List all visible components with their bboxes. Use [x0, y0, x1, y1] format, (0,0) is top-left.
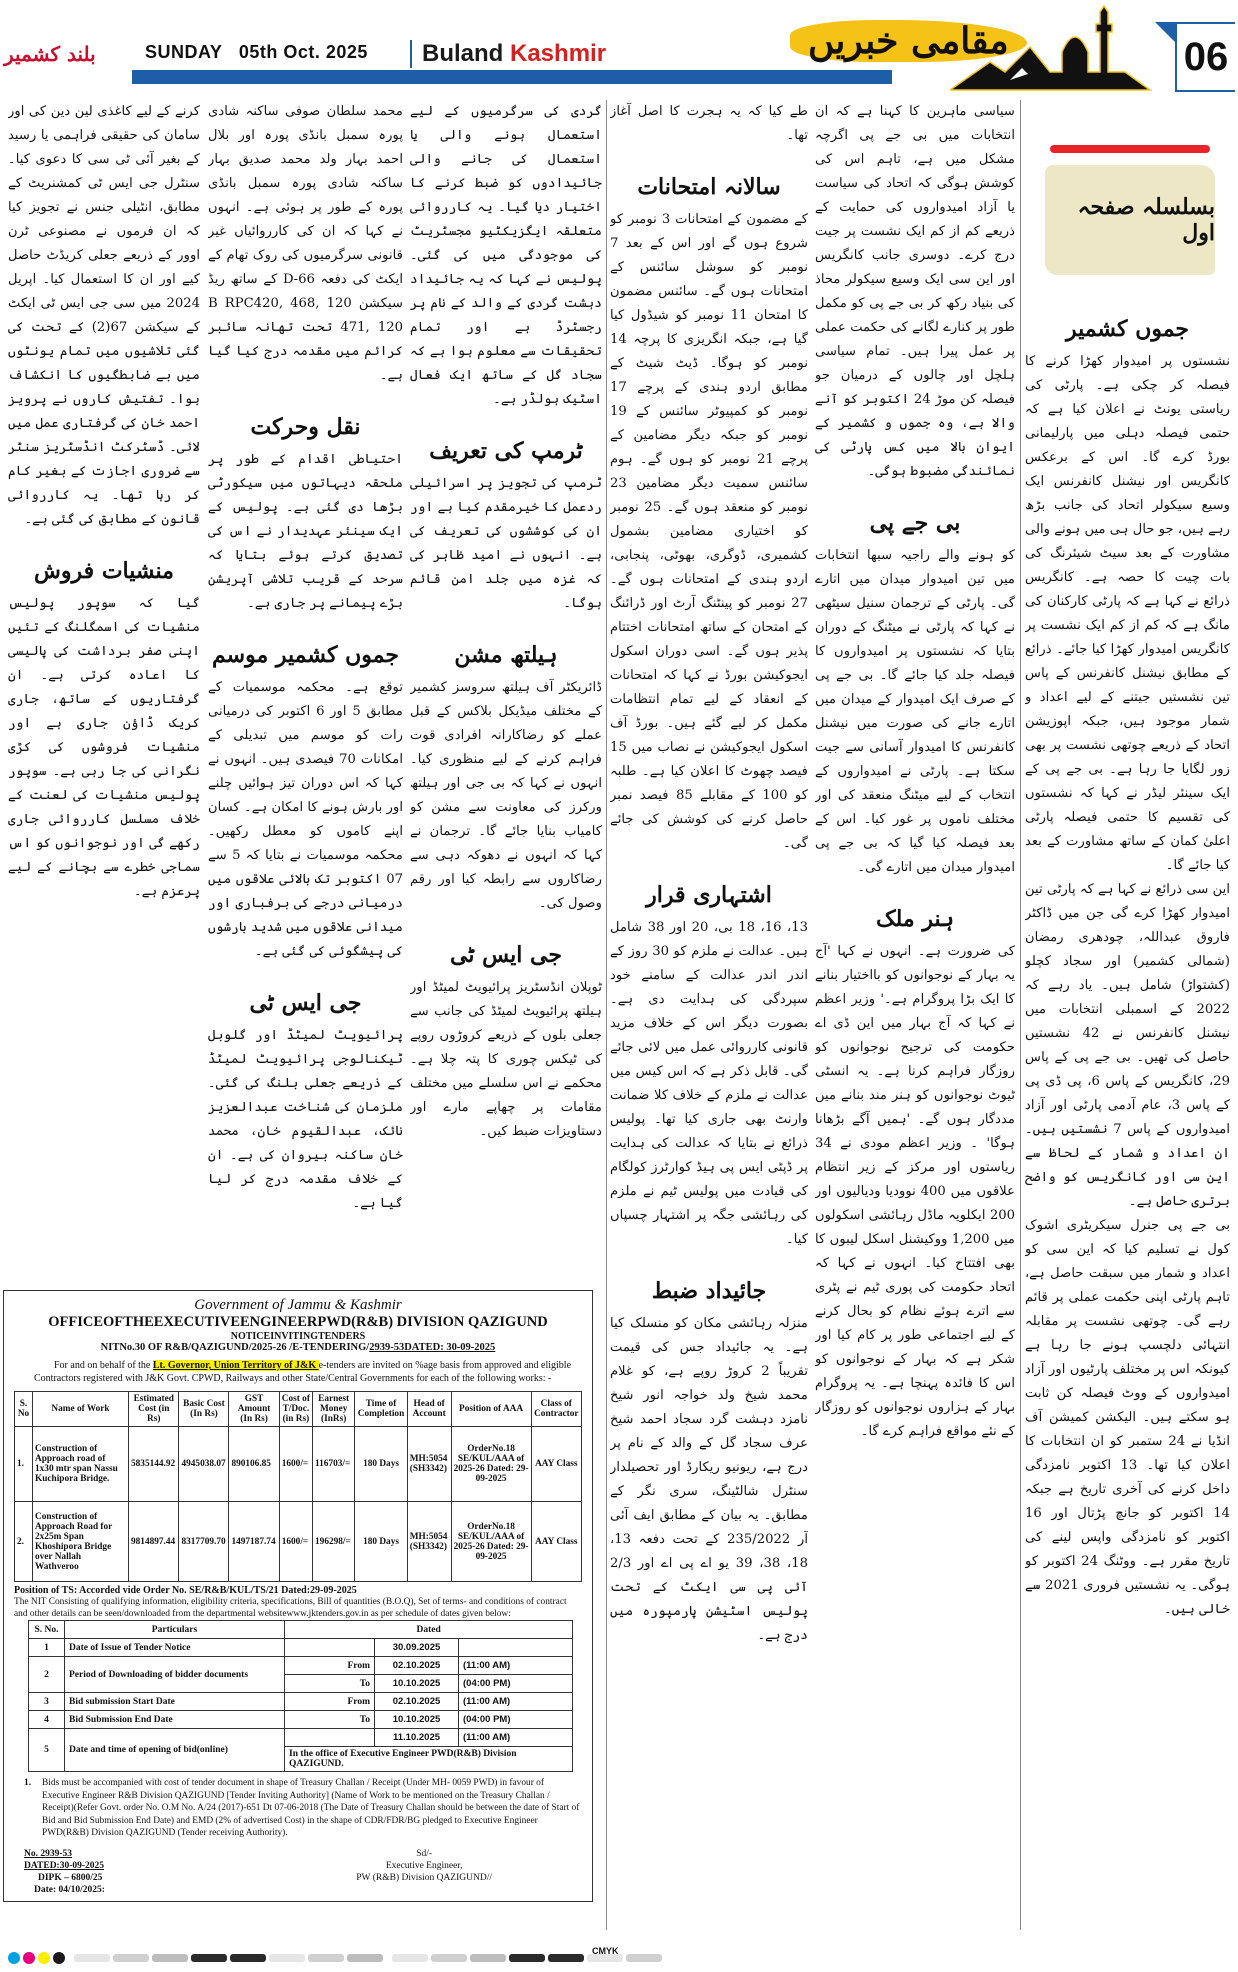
- gray-swatch: [74, 1954, 110, 1962]
- article-paragraph: کی ضرورت ہے۔ انہوں نے کہا 'آج یہ بہار کے نوجوانوں کو بااختیار بنانے کا ایک بڑا پروگرام ہے۔' وزیر اعظم نے کہا کہ آج بہار میں این ڈی اے حکومت کی ترجیح نوجوانوں کو روزگار فراہم کرنا ہے۔ یہ انسٹی ٹیوٹ نوجوانوں کو ہنر مند بنانے میں مددگار ہوں گے۔ 'ہمیں آگے بڑھانا ہوگا' ۔ وزیر اعظم مودی نے 34 ریاستوں اور مرکز کے زیر انتظام علاقوں میں 400 نوودیا ودیالیوں اور 200 ایکلویہ ماڈل رہائشی اسکولوں میں 1,200 ووکیشنل اسکل لیبوں کا بھی افتتاح کیا۔ انہوں نے کہا کہ اتحاد حکومت کی پوری ٹیم نے پٹری سے اترے ہوئے نظام کو بحال کرنے کے لیے اجتماعی طور پر کام کیا اور شکر ہے کہ بہار کے نوجوانوں کو اس کا فائدہ پہنچا ہے۔ یہ پروگرام بہار کے ہزاروں نوجوانوں کو روزگار کے نئے مواقع فراہم کرے گا۔: [815, 944, 1015, 1439]
- cell-particular: Date of Issue of Tender Notice: [65, 1639, 285, 1657]
- mosque-skyline-icon: [950, 2, 1170, 94]
- cell-label: To: [285, 1711, 375, 1729]
- ref-dated: DATED:30-09-2025: [24, 1860, 105, 1871]
- col-header: Earnest Money (InRs): [313, 1392, 355, 1427]
- gray-swatch: [626, 1954, 662, 1962]
- works-table-header: [15, 1392, 582, 1427]
- cell-particular: Date and time of opening of bid(online): [65, 1729, 285, 1772]
- gray-swatch: [548, 1954, 584, 1962]
- cell-name: Construction of Approach road of 1x30 mtr span Nassu Kuchipora Bridge.: [33, 1427, 129, 1502]
- gray-swatch: [191, 1954, 227, 1962]
- cell-estimated: 9814897.44: [129, 1502, 179, 1582]
- cell-sno: 1.: [15, 1427, 33, 1502]
- article-paragraph: توقع ہے۔ محکمہ موسمیات کے مطابق 5 اور 6 اکتوبر کی درمیانی رات کو موسم میں تبدیلی کے امکانات 70 فیصدی ہیں۔ انہوں نے کہا کہ اس دوران تیز ہوائیں چلنے اور بارش ہونے کا امکان ہے۔ کسان اپنے کاموں کو معطل رکھیں۔ محکمہ موسمیات نے بتایا کہ 5 سے 07 اکتوبر تک بالائی علاقوں میں درمیانی درجے کی برفباری اور میدانی علاقوں میں شدید بارشوں کی پیشگوئی کی گئی ہے۔: [208, 680, 403, 959]
- nit-prefix: NITNo.30 OF R&B/QAZIGUND/2025-26 /E-TENDERING/: [100, 1342, 370, 1353]
- cell-head: MH:5054 (SH3342): [407, 1502, 451, 1582]
- issue-date-value: 05th Oct. 2025: [238, 42, 368, 62]
- article-paragraph: محمد سلطان صوفی ساکنہ شادی پورہ سمبل بانڈی پورہ اور بلال احمد بہار ولد محمد صدیق بہار ساکنہ شادی پورہ سمبل بانڈی پورہ کے طور پر ہوئی ہے۔ انہوں نے کہا کہ ان کی کارروائیاں غیر قانونی سرگرمیوں کی روک تھام کے ایکٹ کی دفعہ 66-D کے ساتھ ریڈ سیکشن 120 B RPC420, 468, 471, 120 تحت تھانہ سائبر کرائم میں مقدمہ درج کیا گیا ہے۔: [208, 104, 403, 383]
- column-divider: [606, 100, 607, 1930]
- cell-label: From: [285, 1657, 375, 1675]
- cell-tdoc: 1600/=: [279, 1502, 312, 1582]
- article-paragraph: این سی ذرائع نے کہا ہے کہ پارٹی تین امیدوار کھڑا کرے گی جن میں ڈاکٹر فاروق عبداللہ، چودھری رمضان (شمالی کشمیر) اور سجاد کچلو (کشتواڑ) شامل ہیں۔ یاد رہے کہ 2022 کے اسمبلی انتخابات میں نیشنل کانفرنس نے 42 نشستیں حاصل کی تھیں۔ بی جے پی کے پاس 29، کانگریس کے پاس 6، پی ڈی پی کے پاس 3، عام آدمی پارٹی اور آزاد امیدواروں کے پاس 7 نشستیں ہیں۔ ان اعداد و شمار کے لحاظ سے این سی اور کانگریس کو واضح برتری حاصل ہے۔: [1025, 882, 1230, 1209]
- cell-aaa: OrderNo.18 SE/KUL/AAA of 2025-26 Dated: 29-09-2025: [451, 1502, 531, 1582]
- article-heading: جائیداد ضبط: [651, 1278, 767, 1304]
- col-header: Cost of T/Doc. (in Rs): [279, 1392, 312, 1427]
- article-paragraph: نشستوں پر امیدوار کھڑا کرنے کا فیصلہ کر چکی ہے۔ پارٹی کی ریاستی یونٹ نے اعلان کیا ہے کہ حتمی فیصلہ دہلی میں پارلیمانی بورڈ کرے گا۔ اس کے برعکس کانگریس اور نیشنل کانفرنس ایک وسیع سیکولر اتحاد کی جانب بڑھ رہے ہیں، جو حال ہی میں ہونے والی مشاورت کے بعد سیٹ شیئرنگ کی بات چیت کا حصہ ہے۔ کانگریس ذرائع نے کہا ہے کہ پارٹی کارکنان کی مانگ ہے کہ کم از کم ایک نشست پر کانگریس امیدوار کھڑا کیا جائے۔ ذرائع کے مطابق نیشنل کانفرنس کے پاس تین نشستیں جیتنے کے لیے اعداد و شمار موجود ہیں، جبکہ اپوزیشن اتحاد کے ذریعے چوتھی نشست پر بھی زور لگایا جا رہا ہے۔ بی جے پی کے ایک سینئر لیڈر نے کہا کہ نشستوں کی تقسیم کا حتمی فیصلہ پارٹی اعلیٰ کمان کے ساتھ مشاورت کے بعد کیا جائے گا۔: [1025, 354, 1230, 873]
- schedule-header: [29, 1621, 573, 1639]
- issue-date: [145, 42, 368, 63]
- gray-swatch: [470, 1954, 506, 1962]
- cell-time: (11:00 AM): [459, 1693, 573, 1711]
- tender-reference: [14, 1848, 105, 1896]
- article-heading: جی ایس ٹی: [249, 990, 362, 1016]
- print-color-bar: [8, 1952, 662, 1964]
- cell-date: 10.10.2025: [375, 1675, 459, 1693]
- col-header: S. No.: [29, 1621, 65, 1639]
- section-title-art: [700, 2, 1170, 92]
- gray-swatch: [152, 1954, 188, 1962]
- cell-emd: 116703/=: [313, 1427, 355, 1502]
- tender-signature: [14, 1848, 582, 1896]
- column-divider: [1020, 100, 1021, 1930]
- cell-footnote: In the office of Executive Engineer PWD(R&B) Division QAZIGUND.: [285, 1747, 573, 1772]
- col-header: Class of Contractor: [531, 1392, 581, 1427]
- article-paragraph: ٹرمپ کی تجویز پر اسرائیلی ردعمل کا خیرمقدم کیا ہے اور ان کی کوششوں کی تعریف کی ہے۔ انہوں نے امید ظاہر کی کہ غزہ میں جلد امن قائم ہوگا۔: [410, 476, 602, 611]
- cell-time: [459, 1639, 573, 1657]
- gray-swatch: [431, 1954, 467, 1962]
- intro-text: For and on behalf of the: [54, 1360, 153, 1371]
- brand-name-part1: Buland: [422, 40, 510, 67]
- article-paragraph: طے کیا کہ یہ ہجرت کا اصل آغاز تھا۔: [610, 104, 808, 143]
- cell-time: (11:00 AM): [459, 1657, 573, 1675]
- sign-title: Executive Engineer,: [385, 1860, 463, 1871]
- tender-office: OFFICEOFTHEEXECUTIVEENGINEERPWD(R&B) DIVISION QAZIGUND: [48, 1314, 548, 1330]
- tender-government: Government of Jammu & Kashmir: [194, 1297, 402, 1313]
- magenta-dot-icon: [23, 1952, 35, 1964]
- article-paragraph: گیا کہ سوپور پولیس منشیات کی اسمگلنگ کے تئیں اپنی صفر برداشت کی پالیسی کا اعادہ کرتی ہے۔ ان گرفتاریوں کے ساتھ، جاری کریک ڈاؤن جاری ہے اور منشیات فروشوں کی کڑی نگرانی کی جا رہی ہے۔ سوپور پولیس منشیات کی لعنت کے خلاف مسلسل کارروائی جاری رکھے گی اور نوجوانوں کو اس سماجی خطرے سے بچانے کے لیے پرعزم ہے۔: [8, 596, 200, 899]
- cell-label: To: [285, 1675, 375, 1693]
- position-of-ts: Position of TS: Accorded vide Order No. SE/R&B/KUL/TS/21 Dated:29-09-2025: [14, 1585, 357, 1596]
- cell-sno: 3: [29, 1693, 65, 1711]
- cell-sno: 2.: [15, 1502, 33, 1582]
- col-header: GST Amount (In Rs): [229, 1392, 279, 1427]
- section-title: مقامی خبریں: [790, 20, 1027, 62]
- col-header: Position of AAA: [451, 1392, 531, 1427]
- cell-date: 02.10.2025: [375, 1657, 459, 1675]
- article-heading: جموں کشمیر موسم: [212, 642, 399, 668]
- page-number: 06: [1175, 22, 1235, 92]
- gray-swatch: [269, 1954, 305, 1962]
- column-4: [410, 100, 602, 1280]
- cell-date: 10.10.2025: [375, 1711, 459, 1729]
- gray-swatch: [308, 1954, 344, 1962]
- sign-office: PW (R&B) Division QAZIGUND//: [356, 1872, 492, 1883]
- article-heading: بی جے پی: [869, 510, 961, 536]
- black-dot-icon: [53, 1952, 65, 1964]
- intro-text: e-tenders are invited on %age basis from approved and eligible Contractors registered with J&K Govt. CPWD, Railways and other State/Central Governments for each of the following works: -: [34, 1360, 572, 1384]
- tender-nit-number: [14, 1342, 582, 1353]
- col-header: Name of Work: [33, 1392, 129, 1427]
- column-6: [8, 100, 200, 1280]
- continuation-paper: بسلسلہ صفحہ اول: [1045, 165, 1215, 275]
- article-heading: جی ایس ٹی: [450, 942, 562, 968]
- ref-number: No. 2939-53: [24, 1848, 73, 1859]
- article-paragraph: کو ہونے والے راجیہ سبھا انتخابات میں تین امیدوار میدان میں اتارے گی۔ پارٹی کے ترجمان سنیل سیٹھی نے کہا کہ پارٹی نے میٹنگ کے دوران بتایا کہ نشستوں پر امیدواروں کا فیصلہ جلد کیا جائے گا۔ بی جے پی کے صرف ایک امیدوار کے میدان میں اتارے جانے کی صورت میں نیشنل کانفرنس کا امیدوار آسانی سے جیت سکتا ہے۔ پارٹی نے امیدواروں کے انتخاب کے لیے میٹنگ منعقد کی اور مختلف ناموں پر غور کیا۔ اس کے بعد فیصلہ کیا گیا کہ بی جے پی امیدوار میدان میں اتارے گی۔: [815, 548, 1015, 875]
- cell-head: MH:5054 (SH3342): [407, 1427, 451, 1502]
- cell-gst: 1497187.74: [229, 1502, 279, 1582]
- newspaper-logo: بلند کشمیر: [4, 42, 96, 66]
- table-row: [29, 1639, 573, 1657]
- cell-name: Construction of Approach Road for 2x25m Span Khoshipora Bridge over Nallah Wathveroo: [33, 1502, 129, 1582]
- issue-day: SUNDAY: [145, 42, 223, 62]
- gray-swatch: [509, 1954, 545, 1962]
- schedule-table: [28, 1620, 573, 1772]
- cell-date: 11.10.2025: [375, 1729, 459, 1747]
- column-1: [1025, 290, 1230, 1930]
- column-5: [208, 100, 403, 1280]
- col-header: Time of Completion: [355, 1392, 407, 1427]
- article-paragraph: گردی کی سرگرمیوں کے لیے استعمال ہونے والی یا استعمال کی جانے والی جائیدادوں کو ضبط کرنے کا اختیار دیا گیا۔ یہ کارروائی متعلقہ ایگزیکٹیو مجسٹریٹ کی موجودگی میں کی گئی۔ پولیس نے کہا کہ یہ جائیداد دہشت گردی کے والد کے نام پر رجسٹرڈ ہے اور تمام تحقیقات سے معلوم ہوا ہے کہ سجاد گل کے ساتھ ایک فعال اسٹیک ہولڈر ہے۔: [410, 104, 602, 407]
- gray-swatch: [230, 1954, 266, 1962]
- col-header: Dated: [285, 1621, 573, 1639]
- cell-sno: 1: [29, 1639, 65, 1657]
- tender-notice: [3, 1290, 593, 1902]
- article-heading: اشتہاری قرار: [646, 882, 772, 908]
- cell-estimated: 5835144.92: [129, 1427, 179, 1502]
- cell-basic: 8317709.70: [179, 1502, 229, 1582]
- article-heading: نقل وحرکت: [250, 414, 361, 440]
- article-heading: ہیلتھ مشن: [454, 642, 558, 668]
- cell-basic: 4945038.07: [179, 1427, 229, 1502]
- col-header: Head of Account: [407, 1392, 451, 1427]
- table-row: [29, 1693, 573, 1711]
- cell-time: (04:00 PM): [459, 1675, 573, 1693]
- article-paragraph: کرنے کے لیے کاغذی لین دین کی اور سامان کی حقیقی فراہمی یا رسید کے بغیر آئی ٹی سی کا دعوی کیا۔ سنٹرل جی ایس ٹی کمشنریٹ کے مطابق، انٹیلی جنس نے تجویز کیا کہ ان فرموں نے مصنوعی ٹرن اوور کے ذریعے جعلی کریڈٹ حاصل کیے اور ان کا استعمال کیا۔ اپریل 2024 میں سی جی ایس ٹی ایکٹ کے سیکشن 67(2) کے تحت کی گئی تلاشیوں میں تمام یونٹوں میں بے ضابطگیوں کا انکشاف ہوا۔ تفتیش کاروں نے پرویز احمد خان کی گرفتاری عمل میں لائی۔ ڈسٹرکٹ انڈسٹریز سنٹر سے ضروری اجازت کے بغیر کام کر رہا تھا۔ یہ کارروائی قانون کے مطابق کی گئی ہے۔: [8, 104, 200, 527]
- cell-aaa: OrderNo.18 SE/KUL/AAA of 2025-26 Dated: 29-09-2025: [451, 1427, 531, 1502]
- intro-highlight: Lt. Governor, Union Territory of J&K: [152, 1360, 319, 1371]
- table-row: [29, 1711, 573, 1729]
- cell-label: [285, 1729, 375, 1747]
- cell-label: From: [285, 1693, 375, 1711]
- cell-sno: 4: [29, 1711, 65, 1729]
- col-header: Estimated Cost (in Rs): [129, 1392, 179, 1427]
- article-paragraph: سیاسی ماہرین کا کہنا ہے کہ ان انتخابات میں بی جے پی اگرچہ مشکل میں ہے، تاہم اس کی کوشش ہوگی کہ اتحاد کی سیاست یا آزاد امیدواروں کی حمایت کے ذریعے کم از کم ایک نشست پر جیت درج کرے۔ دوسری جانب کانگریس اور این سی ایک وسیع سیکولر محاذ کی بنیاد رکھ کر بی جے پی کو مکمل طور پر کنارے لگانے کی حکمت عملی پر عمل پیرا ہیں۔ تمام سیاسی ہلچل اور چالوں کے درمیان جو فیصلہ کن موڑ 24 اکتوبر کو آنے والا ہے، وہ جموں و کشمیر کے ایوان بالا میں کس پارٹی کی نمائندگی مضبوط ہوگی۔: [815, 104, 1015, 479]
- cell-time: 180 Days: [355, 1427, 407, 1502]
- tender-intro: [34, 1359, 582, 1385]
- table-row: [29, 1729, 573, 1747]
- cell-gst: 890106.85: [229, 1427, 279, 1502]
- col-header: S. No: [15, 1392, 33, 1427]
- dipk-number: DIPK – 6800/25: [38, 1872, 103, 1883]
- masthead: [0, 0, 1238, 95]
- gray-swatch: [392, 1954, 428, 1962]
- cell-time: (11:00 AM): [459, 1729, 573, 1747]
- article-paragraph: پرائیویٹ لمیٹڈ اور گلوبل ٹیکنالوجی پرائیویٹ لمیٹڈ کے ذریعے جعلی بلنگ کی گئی۔ ملزمان کی شناخت عبدالعزیز نائک، عبدالقیوم خان، محمد خان ساکنہ بیروان کی ہے۔ ان کے خلاف مقدمہ درج کر لیا گیا ہے۔: [208, 1028, 403, 1211]
- article-heading: جموں کشمیر: [1065, 316, 1190, 342]
- col-header: Particulars: [65, 1621, 285, 1639]
- column-3: [610, 100, 808, 1930]
- signatory: [356, 1848, 492, 1896]
- article-heading: ہنر ملک: [875, 906, 955, 932]
- article-paragraph: 13، 16، 18 بی، 20 اور 38 شامل ہیں۔ عدالت نے ملزم کو 30 روز کے اندر اندر عدالت کے سامنے خود سپردگی کی ہدایت دی ہے۔ بصورت دیگر اس کے خلاف مزید قانونی کارروائی عمل میں لائی جائے گی۔ قابل ذکر ہے کہ اس کیس میں عدالت نے ملزم کے خلاف کلا ضمانت وارنٹ بھی جاری کیا تھا۔ پولیس ذرائع نے بتایا کہ عدالت کی ہدایت پر ڈپٹی ایس پی ہیڈ کوارٹرز کولگام کی قیادت میں پولیس ٹیم نے ملزم کی رہائشی جگہ پر اشتہار چسپاں کیا۔: [610, 920, 808, 1247]
- cell-time: 180 Days: [355, 1502, 407, 1582]
- cell-date: 02.10.2025: [375, 1693, 459, 1711]
- tender-note: [24, 1777, 582, 1840]
- table-row: [15, 1427, 582, 1502]
- cyan-dot-icon: [8, 1952, 20, 1964]
- cell-particular: Period of Downloading of bidder documents: [65, 1657, 285, 1693]
- cell-sno: 2: [29, 1657, 65, 1693]
- article-paragraph: احتیاطی اقدام کے طور پر ملحقہ دیہاتوں میں سیکورٹی بڑھا دی گئی ہے۔ پولیس کے ایک سینئر عہدیدار نے اس کی تصدیق کرتے ہوئے بتایا کہ سرحد کے قریب تلاشی آپریشن بڑے پیمانے پر جاری ہے۔: [208, 452, 403, 611]
- cmyk-label: CMYK: [592, 1946, 619, 1956]
- note-number: 1.: [24, 1778, 32, 1788]
- cell-sno: 5: [29, 1729, 65, 1772]
- gray-swatch: [113, 1954, 149, 1962]
- brand-name-part2: Kashmir: [510, 40, 607, 67]
- cell-time: (04:00 PM): [459, 1711, 573, 1729]
- article-paragraph: ڈائریکٹر آف ہیلتھ سروسز کشمیر کے مختلف میڈیکل بلاکس کے قبل عملے کو رضاکارانہ افرادی قوت فراہم کرنے کے لیے منظوری کیا۔ انہوں نے کہا کہ بی جی اور ہیلتھ ورکرز کی معاونت سے مشن کو کامیاب بنایا جائے گا۔ ترجمان نے کہا کہ انہوں نے دھوکہ دہی سے رضاکاروں سے رابطہ کیا اور رقم وصول کی۔: [410, 680, 602, 911]
- cell-particular: Bid submission Start Date: [65, 1693, 285, 1711]
- sign-sd: Sd/-: [416, 1848, 433, 1859]
- nit-reference: 2939-53DATED: 30-09-2025: [369, 1342, 496, 1353]
- table-row: [29, 1657, 573, 1675]
- article-heading: سالانہ امتحانات: [637, 174, 781, 200]
- note-text: Bids must be accompanied with cost of tender document in shape of Treasury Challan / Receipt (Under MH- 0059 PWD) in favour of Executive Engineer R&B Division QAZIGUND [Tender Inviting Authority] (Name of Work to be mentioned on the Treasury Challan / Receipt)(Refer Govt. order No. O.M No. A/24 (2017)-651 Dt 07-06-2018 (The Date of Treasury Challan should be between the date of Start of Bid and Bid Submission End Date) and EMD (2% of advertised Cost) in the shape of CDR/FDR/BG pledged to Executive Engineer PWD(R&B) Division QAZIGUND (Tender receiving Authority).: [42, 1778, 580, 1838]
- tender-notice-title: NOTICEINVITINGTENDERS: [230, 1331, 366, 1342]
- cell-tdoc: 1600/=: [279, 1427, 312, 1502]
- nit-consisting: The NIT Consisting of qualifying information, eligibility criteria, specifications, Bill of quantities (B.O.Q), Set of terms- and conditions of contract and other details can be seen/downloaded from the departmental websitewww.jktenders.gov.in as per schedule of dates given below:: [14, 1597, 567, 1619]
- cell-class: AAY Class: [531, 1502, 581, 1582]
- gray-swatch: [347, 1954, 383, 1962]
- article-paragraph: کے مضمون کے امتحانات 3 نومبر کو شروع ہوں گے اور اس کے بعد 7 نومبر کو سوشل سائنس کے امتحانات ہوں گے۔ سائنس مضمون کا امتحان 11 نومبر کو شیڈول کیا گیا ہے، جبکہ انگریزی کا پرچہ 14 نومبر کو ہوگا۔ ڈیٹ شیٹ کے مطابق اردو ہندی کے پرچے 17 نومبر کو کمپیوٹر سائنس کے 19 نومبر کو جبکہ دیگر مضامین کے پرچے 21 نومبر کو ہوں گے۔ ہوم سائنس سمیت دیگر مضامین 23 نومبر کو منعقد ہوں گے۔ 25 نومبر کو اختیاری مضامین بشمول کشمیری، ڈوگری، بھوٹی، پنجابی، اردو ہندی کے امتحانات ہوں گے۔ 27 نومبر کو پینٹنگ آرٹ اور ڈرائنگ کے امتحان کے ساتھ امتحانات اختتام پذیر ہوں گے۔ اسی دوران اسکول ایجوکیشن بورڈ نے کہا کہ امتحانات کے انعقاد کے لیے تمام انتظامات مکمل کر لیے گئے ہیں۔ بورڈ آف اسکول ایجوکیشن نے نصاب میں 15 فیصد چھوٹ کا اعلان کیا ہے۔ طلبہ کو 100 کے مقابلے 85 فیصد نمبر حاصل کرنے کی کوشش کی جائے گی۔: [610, 212, 808, 851]
- article-heading: منشیات فروش: [34, 558, 174, 584]
- article-heading: ٹرمپ کی تعریف: [429, 438, 583, 464]
- brand-name: [410, 40, 606, 68]
- article-paragraph: منزلہ رہائشی مکان کو منسلک کیا ہے۔ یہ جائیداد جس کی قیمت تقریباً 2 کروڑ روپے ہے، کو غلام محمد شیخ ولد خواجہ انور شیخ نامزد دہشت گرد سجاد احمد شیخ عرف سجاد گل کے والد کے نام پر درج ہے، ریونیو ریکارڈ اور تحصیلدار سنٹرل شالٹینگ، سری نگر کے مطابق۔ یہ بیان کے مطابق ایف آئی آر 235/2022 کے تحت دفعہ 13، 18، 38، 39 یو اے پی اے اور 2/3 آئی پی سی ایکٹ کے تحت پولیس اسٹیشن پارمپورہ میں درج ہے۔: [610, 1316, 808, 1643]
- works-table: [14, 1391, 582, 1582]
- cell-particular: Bid Submission End Date: [65, 1711, 285, 1729]
- column-2: [815, 100, 1015, 1930]
- cell-date: 30.09.2025: [375, 1639, 459, 1657]
- yellow-dot-icon: [38, 1952, 50, 1964]
- article-paragraph: ٹوپلان انڈسٹریز پرائیویٹ لمیٹڈ اور ہیلتھ پرائیویٹ لمیٹڈ کی جانب سے جعلی بلوں کے ذریعے کروڑوں روپے کی ٹیکس چوری کا پتہ چلا ہے۔ محکمے نے اس سلسلے میں مختلف مقامات پر چھاپے مارے اور دستاویزات ضبط کیں۔: [410, 980, 602, 1139]
- article-paragraph: بی جے پی جنرل سیکریٹری اشوک کول نے تسلیم کیا کہ این سی کو اعداد و شمار میں سبقت حاصل ہے، تاہم پارٹی اپنی حکمت عملی پر قائم رہے گی۔ چوتھی نشست پر مقابلہ انتہائی دلچسپ ہونے جا رہا ہے کیونکہ اس پر مختلف پارٹیوں اور آزاد امیدواروں کے ووٹ فیصلہ کن ثابت ہو سکتے ہیں۔ الیکشن کمیشن آف انڈیا نے 24 ستمبر کو ان انتخابات کا اعلان کیا تھا۔ 13 اکتوبر نامزدگی داخل کرنے کی آخری تاریخ ہے جبکہ 14 اکتوبر کو جانچ پڑتال اور 16 اکتوبر کو نامزدگی واپس لینے کی تاریخ مقرر ہے۔ ووٹنگ 24 اکتوبر کو ہوگی۔ یہ نشستیں فروری 2021 سے خالی ہیں۔: [1025, 1218, 1230, 1617]
- col-header: Basic Cost (In Rs): [179, 1392, 229, 1427]
- cell-class: AAY Class: [531, 1427, 581, 1502]
- dipk-date: Date: 04/10/2025:: [34, 1884, 105, 1895]
- table-row: [15, 1502, 582, 1582]
- cell-emd: 196298/=: [313, 1502, 355, 1582]
- cell-label: [285, 1639, 375, 1657]
